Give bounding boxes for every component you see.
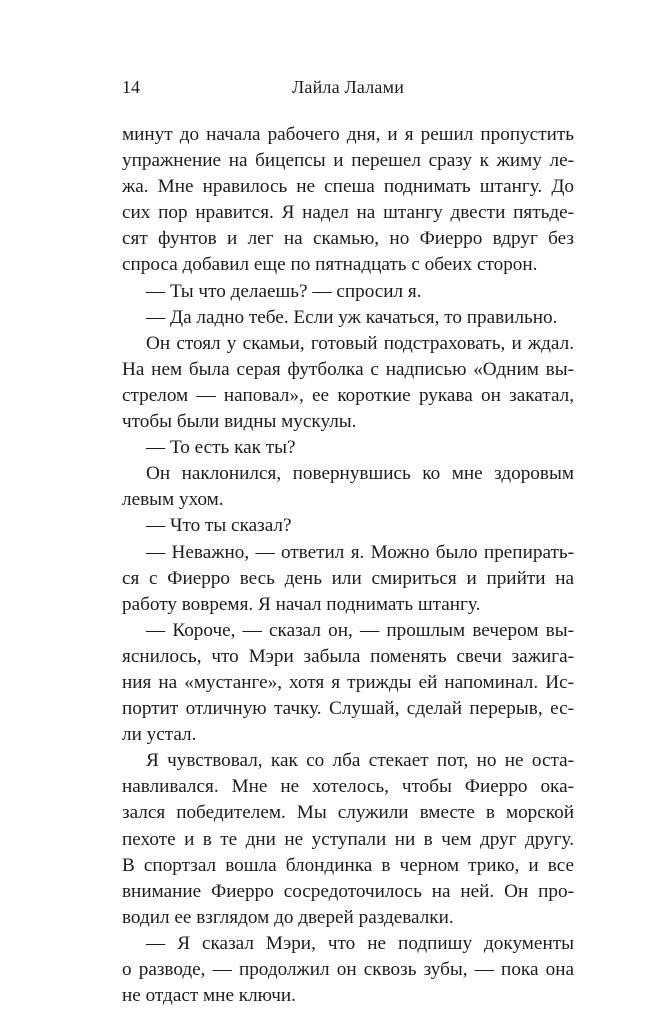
text-line: левым ухом.	[122, 489, 224, 511]
text-line: жа. Мне нравилось не спеша поднимать штангу. До	[122, 176, 574, 198]
text-line: В спортзал вошла блондинка в черном трико, и все	[122, 854, 574, 876]
page-number: 14	[122, 77, 140, 97]
text-line: портит отличную тачку. Слушай, сделай перерыв, ес-	[122, 698, 574, 720]
text-line: Он стоял у скамьи, готовый подстраховать, и ждал.	[146, 332, 574, 354]
text-line: яснилось, что Мэри забыла поменять свечи зажига-	[122, 645, 574, 667]
text-line: водил ее взглядом до дверей раздевалки.	[122, 906, 454, 928]
text-line: работу вовремя. Я начал поднимать штангу.	[122, 593, 481, 615]
text-line: Он наклонился, повернувшись ко мне здоровым	[146, 463, 574, 485]
text-line: пехоте и в те дни не уступали ни в чем друг другу.	[122, 828, 574, 850]
text-line: — Я сказал Мэри, что не подпишу документы	[146, 932, 574, 954]
text-line: ся с Фиерро весь день или смириться и прийти на	[122, 567, 574, 589]
text-line: ния на «мустанге», хотя я трижды ей напоминал. Ис-	[122, 671, 574, 693]
text-line: — Неважно, — ответил я. Можно было препирать-	[146, 541, 574, 563]
text-line: упражнение на бицепсы и перешел сразу к жиму ле-	[122, 150, 574, 172]
text-line: сят фунтов и лег на скамью, но Фиерро вдруг без	[122, 228, 574, 250]
page-header	[122, 77, 574, 103]
body-text	[122, 122, 574, 1009]
text-line: зался победителем. Мы служили вместе в морской	[122, 802, 574, 824]
text-line: минут до начала рабочего дня, и я решил пропустить	[122, 124, 574, 145]
text-line: чтобы были видны мускулы.	[122, 411, 357, 433]
text-line: спроса добавил еще по пятнадцать с обеих сторон.	[122, 254, 538, 276]
text-line: не отдаст мне ключи.	[122, 985, 296, 1007]
text-line: — Ты что делаешь? — спросил я.	[146, 280, 422, 302]
text-line: сих пор нравится. Я надел на штангу двести пятьде-	[122, 202, 574, 224]
running-head: Лайла Лалами	[291, 77, 405, 97]
text-line: навливался. Мне не хотелось, чтобы Фиерро ока-	[122, 776, 574, 798]
text-line: — То есть как ты?	[146, 437, 296, 459]
text-line: — Что ты сказал?	[146, 515, 292, 537]
text-line: стрелом — наповал», ее короткие рукава он закатал,	[122, 384, 574, 406]
text-line: внимание Фиерро сосредоточилось на ней. Он про-	[122, 880, 574, 902]
text-line: Я чувствовал, как со лба стекает пот, но не оста-	[146, 750, 574, 772]
text-line: На нем была серая футболка с надписью «Одним вы-	[122, 358, 574, 380]
text-line: о разводе, — продолжил он сквозь зубы, — пока она	[122, 959, 574, 980]
text-line: ли устал.	[122, 724, 197, 746]
text-line: — Да ладно тебе. Если уж качаться, то правильно.	[146, 306, 558, 328]
text-line: — Короче, — сказал он, — прошлым вечером вы-	[146, 619, 574, 641]
